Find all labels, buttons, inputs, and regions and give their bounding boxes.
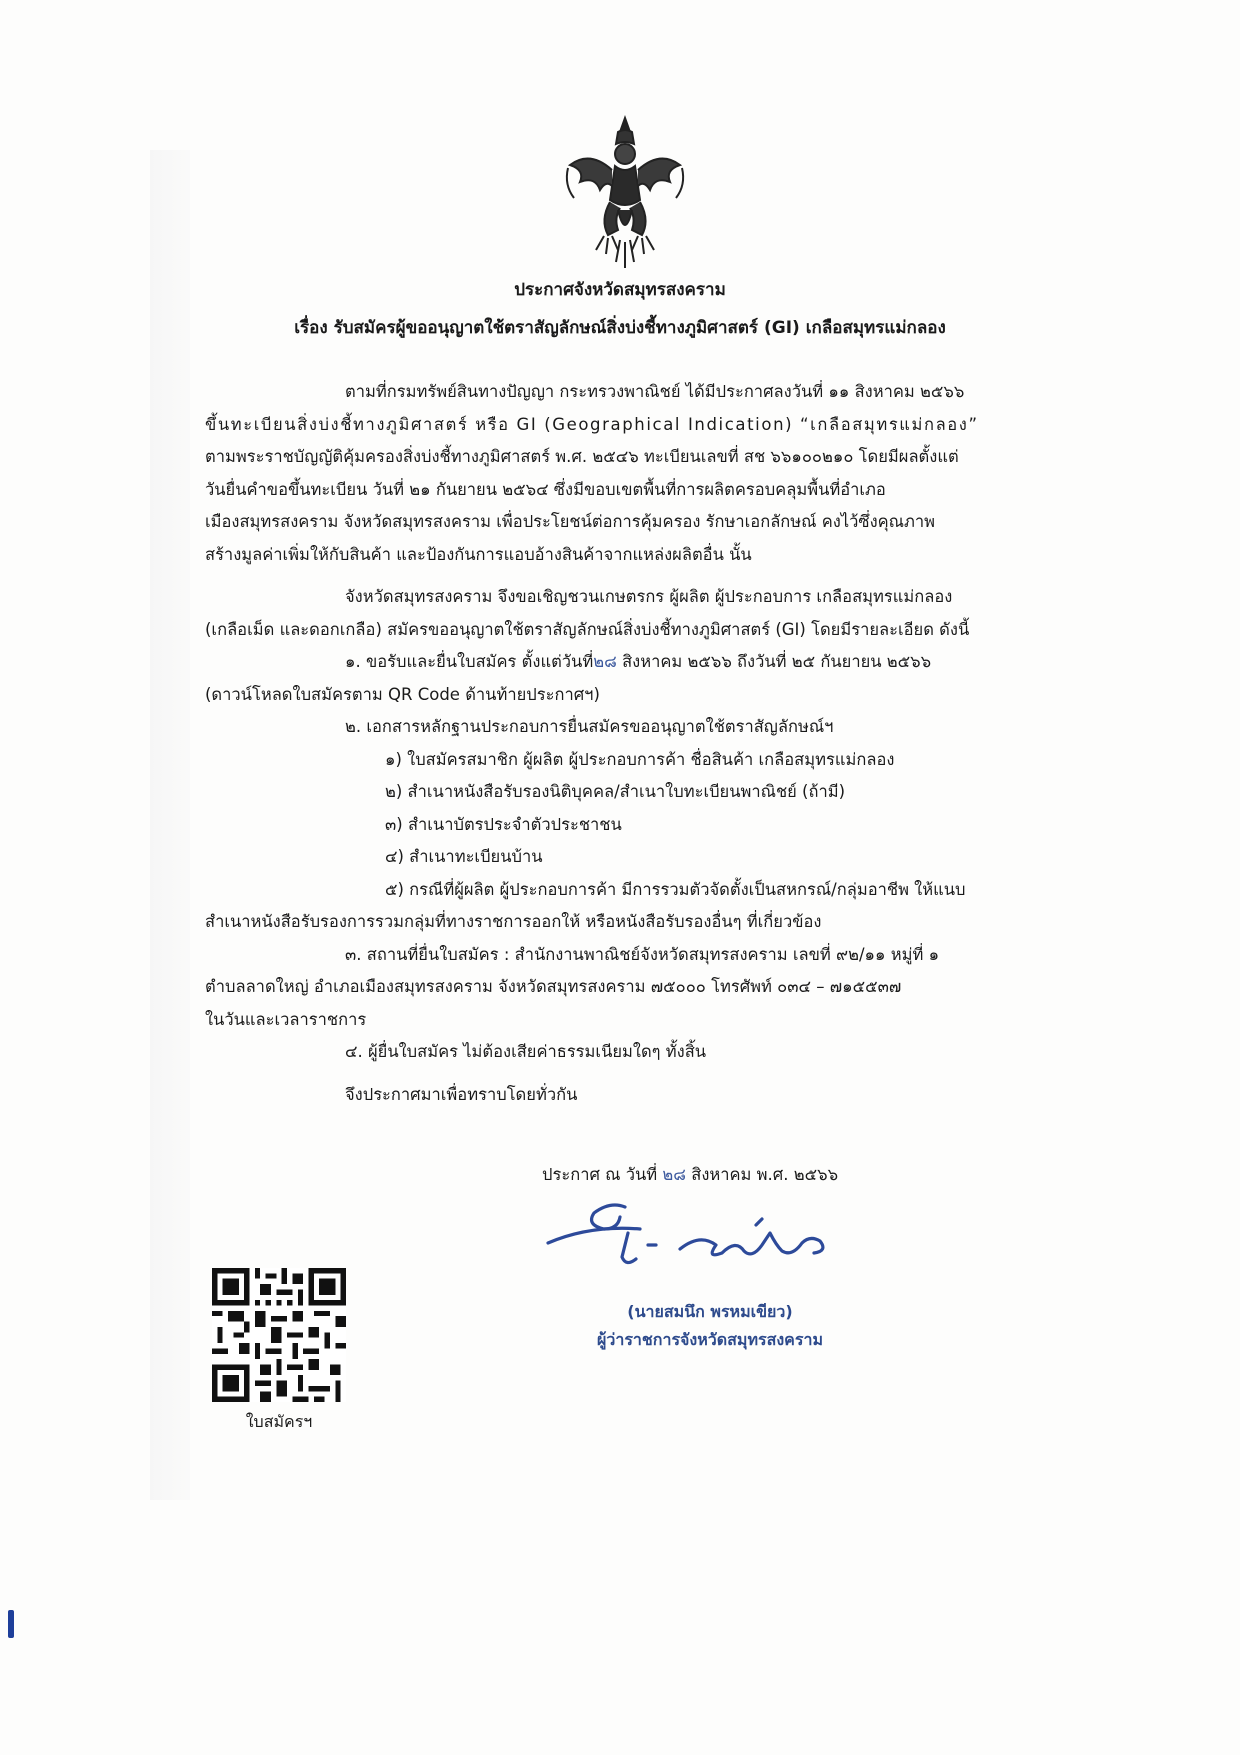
qr-code-label: ใบสมัครฯ [245, 1412, 313, 1431]
item-4: ๔. ผู้ยื่นใบสมัคร ไม่ต้องเสียค่าธรรมเนียมใดๆ ทั้งสิ้น [345, 1042, 707, 1061]
bleed-through-shadow [150, 150, 190, 1500]
item-2-sub: ๓) สำเนาบัตรประจำตัวประชาชน [385, 814, 622, 834]
announcement-subject: เรื่อง รับสมัครผู้ขออนุญาตใช้ตราสัญลักษณ์สิ่งบ่งชี้ทางภูมิศาสตร์ (GI) เกลือสมุทรแม่กลอง [294, 318, 946, 338]
paragraph-2-line: จังหวัดสมุทรสงคราม จึงขอเชิญชวนเกษตรกร ผู้ผลิต ผู้ประกอบการ เกลือสมุทรแม่กลอง [345, 587, 953, 606]
announcement-title: ประกาศจังหวัดสมุทรสงคราม [514, 280, 726, 300]
signer-name: (นายสมนึก พรหมเขียว) [627, 1302, 793, 1321]
margin-ink-mark [8, 1610, 14, 1638]
item-2-sub: ๒) สำเนาหนังสือรับรองนิติบุคคล/สำเนาใบทะเบียนพาณิชย์ (ถ้ามี) [385, 782, 846, 801]
paragraph-1-line: ตามที่กรมทรัพย์สินทางปัญญา กระทรวงพาณิชย์ ได้มีประกาศลงวันที่ ๑๑ สิงหาคม ๒๕๖๖ [345, 382, 965, 401]
date-month-year: สิงหาคม พ.ศ. ๒๕๖๖ [686, 1165, 839, 1184]
closing-statement: จึงประกาศมาเพื่อทราบโดยทั่วกัน [345, 1084, 578, 1104]
date-day: ๒๘ [662, 1165, 686, 1184]
item-3-line: ในวันและเวลาราชการ [205, 1009, 367, 1029]
item-1-day: ๒๘ [593, 652, 617, 671]
paragraph-1-line: ตามพระราชบัญญัติคุ้มครองสิ่งบ่งชี้ทางภูมิศาสตร์ พ.ศ. ๒๕๔๖ ทะเบียนเลขที่ สช ๖๖๑๐๐๒๑๐ โดยมีผลตั้งแต่ [205, 447, 959, 466]
garuda-emblem-icon [560, 110, 690, 275]
item-2-sub-5-continued: สำเนาหนังสือรับรองการรวมกลุ่มที่ทางราชการออกให้ หรือหนังสือรับรองอื่นๆ ที่เกี่ยวข้อง [205, 912, 822, 931]
date-prefix: ประกาศ ณ วันที่ [542, 1165, 663, 1184]
item-1-dates: สิงหาคม ๒๕๖๖ ถึงวันที่ ๒๕ กันยายน ๒๕๖๖ [616, 652, 932, 671]
handwritten-signature [530, 1195, 860, 1290]
item-2: ๒. เอกสารหลักฐานประกอบการยื่นสมัครขออนุญาตใช้ตราสัญลักษณ์ฯ [345, 717, 834, 736]
paragraph-1-line: วันยื่นคำขอขึ้นทะเบียน วันที่ ๒๑ กันยายน ๒๕๖๔ ซึ่งมีขอบเขตพื้นที่การผลิตครอบคลุมพื้นที่อำเภอ [205, 479, 886, 499]
signer-position: ผู้ว่าราชการจังหวัดสมุทรสงคราม [596, 1330, 823, 1349]
paragraph-1-line: เมืองสมุทรสงคราม จังหวัดสมุทรสงคราม เพื่อประโยชน์ต่อการคุ้มครอง รักษาเอกลักษณ์ คงไว้ซึ่งคุณภาพ [205, 512, 936, 531]
announcement-body [205, 376, 1075, 1111]
signer-block [560, 1298, 860, 1354]
item-3-line: ๓. สถานที่ยื่นใบสมัคร : สำนักงานพาณิชย์จังหวัดสมุทรสงคราม เลขที่ ๙๒/๑๑ หมู่ที่ ๑ [345, 944, 940, 964]
paragraph-1-line: ขึ้นทะเบียนสิ่งบ่งชี้ทางภูมิศาสตร์ หรือ GI (Geographical Indication) “เกลือสมุทรแม่กลอง” [205, 414, 979, 434]
item-1-text: ๑. ขอรับและยื่นใบสมัคร ตั้งแต่วันที่ [345, 652, 594, 671]
item-2-sub: ๔) สำเนาทะเบียนบ้าน [385, 847, 543, 866]
paragraph-1-line: สร้างมูลค่าเพิ่มให้กับสินค้า และป้องกันการแอบอ้างสินค้าจากแหล่งผลิตอื่น นั้น [205, 544, 752, 564]
item-3-line: ตำบลลาดใหญ่ อำเภอเมืองสมุทรสงคราม จังหวัดสมุทรสงคราม ๗๕๐๐๐ โทรศัพท์ ๐๓๔ – ๗๑๕๕๓๗ [205, 977, 902, 996]
item-2-sub: ๑) ใบสมัครสมาชิก ผู้ผลิต ผู้ประกอบการค้า ชื่อสินค้า เกลือสมุทรแม่กลอง [385, 749, 895, 769]
item-1 [205, 646, 1075, 679]
paragraph-2-line: (เกลือเม็ด และดอกเกลือ) สมัครขออนุญาตใช้ตราสัญลักษณ์สิ่งบ่งชี้ทางภูมิศาสตร์ (GI) โดยมีรายละเอียด ดังนี้ [205, 619, 970, 639]
item-2-sub: ๕) กรณีที่ผู้ผลิต ผู้ประกอบการค้า มีการรวมตัวจัดตั้งเป็นสหกรณ์/กลุ่มอาชีพ ให้แนบ [385, 879, 966, 899]
qr-code-icon [212, 1268, 346, 1402]
item-1-download-note: (ดาวน์โหลดใบสมัครตาม QR Code ด้านท้ายประกาศฯ) [205, 684, 600, 704]
announcement-date [542, 1162, 838, 1188]
